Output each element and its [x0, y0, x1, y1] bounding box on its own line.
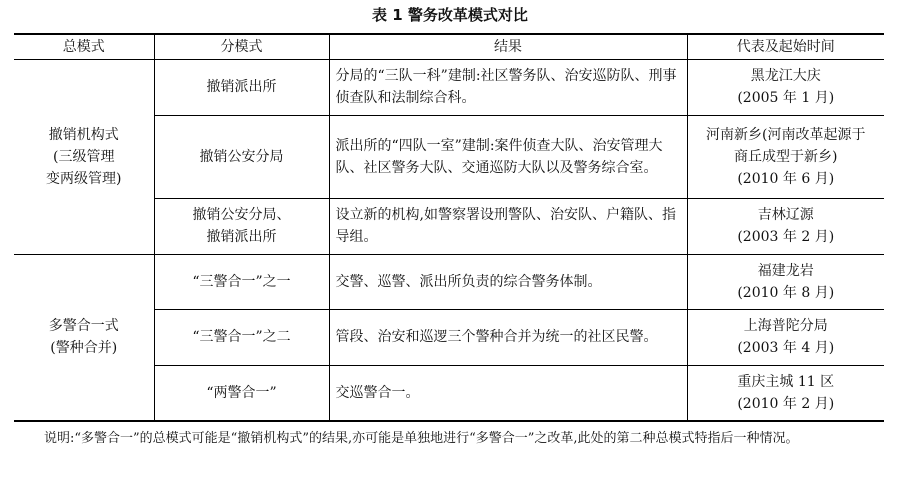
- representative-line: 商丘成型于新乡): [734, 148, 838, 165]
- sub-mode-cell: [154, 254, 329, 309]
- representative-cell: [687, 254, 884, 309]
- comparison-table: [14, 33, 884, 422]
- overall-mode-cell: [14, 60, 154, 255]
- table-row: [14, 60, 884, 116]
- sub-mode-line: 撤销派出所: [206, 79, 277, 96]
- overall-mode-line: 多警合一式: [48, 318, 119, 335]
- representative-cell: [687, 60, 884, 116]
- result-cell: 交警、巡警、派出所负责的综合警务体制。: [329, 254, 687, 309]
- representative-line: (2003 年 2 月): [737, 229, 835, 246]
- representative-cell: [687, 115, 884, 198]
- overall-mode-line: 撤销机构式: [48, 126, 119, 143]
- overall-mode-line: (三级管理: [53, 148, 115, 165]
- header-row: [14, 34, 884, 60]
- sub-mode-line: “三警合一”之二: [192, 329, 291, 346]
- representative-cell: [687, 198, 884, 254]
- sub-mode-line: “三警合一”之一: [192, 273, 291, 290]
- result-cell: 管段、治安和巡逻三个警种合并为统一的社区民警。: [329, 309, 687, 365]
- sub-mode-cell: [154, 60, 329, 116]
- representative-line: (2003 年 4 月): [737, 340, 835, 357]
- result-cell: 分局的“三队一科”建制:社区警务队、治安巡防队、刑事侦查队和法制综合科。: [329, 60, 687, 116]
- representative-line: 重庆主城 11 区: [737, 373, 835, 390]
- table-caption: 表 1 警务改革模式对比: [372, 6, 528, 24]
- representative-line: (2010 年 2 月): [737, 395, 835, 412]
- sub-mode-line: “两警合一”: [206, 384, 277, 401]
- representative-line: (2005 年 1 月): [737, 90, 835, 107]
- representative-line: 黑龙江大庆: [750, 68, 821, 85]
- representative-cell: [687, 365, 884, 421]
- sub-mode-cell: [154, 365, 329, 421]
- sub-mode-line: 撤销公安分局: [199, 148, 284, 165]
- header-representative-time: 代表及起始时间: [687, 34, 884, 60]
- result-cell: 设立新的机构,如警察署设刑警队、治安队、户籍队、指导组。: [329, 198, 687, 254]
- representative-cell: [687, 309, 884, 365]
- representative-line: 吉林辽源: [757, 207, 814, 224]
- overall-mode-cell: [14, 254, 154, 421]
- sub-mode-line: 撤销公安分局、: [192, 207, 291, 224]
- representative-line: 河南新乡(河南改革起源于: [706, 126, 866, 143]
- sub-mode-line: 撤销派出所: [206, 229, 277, 246]
- table-note: 说明:“多警合一”的总模式可能是“撤销机构式”的结果,亦可能是单独地进行“多警合一”之改革,此处的第二种总模式特指后一种情况。: [44, 431, 799, 446]
- sub-mode-cell: [154, 115, 329, 198]
- result-cell: 交巡警合一。: [329, 365, 687, 421]
- header-result: 结果: [329, 34, 687, 60]
- sub-mode-cell: [154, 198, 329, 254]
- representative-line: 上海普陀分局: [743, 318, 828, 335]
- sub-mode-cell: [154, 309, 329, 365]
- representative-line: (2010 年 8 月): [737, 284, 835, 301]
- header-overall-mode: 总模式: [14, 34, 154, 60]
- representative-line: 福建龙岩: [757, 262, 814, 279]
- header-sub-mode: 分模式: [154, 34, 329, 60]
- representative-line: (2010 年 6 月): [737, 170, 835, 187]
- table-row: [14, 254, 884, 309]
- overall-mode-line: 变两级管理): [46, 170, 122, 187]
- result-cell: 派出所的“四队一室”建制:案件侦查大队、治安管理大队、社区警务大队、交通巡防大队以及警务综合室。: [329, 115, 687, 198]
- overall-mode-line: (警种合并): [50, 340, 118, 357]
